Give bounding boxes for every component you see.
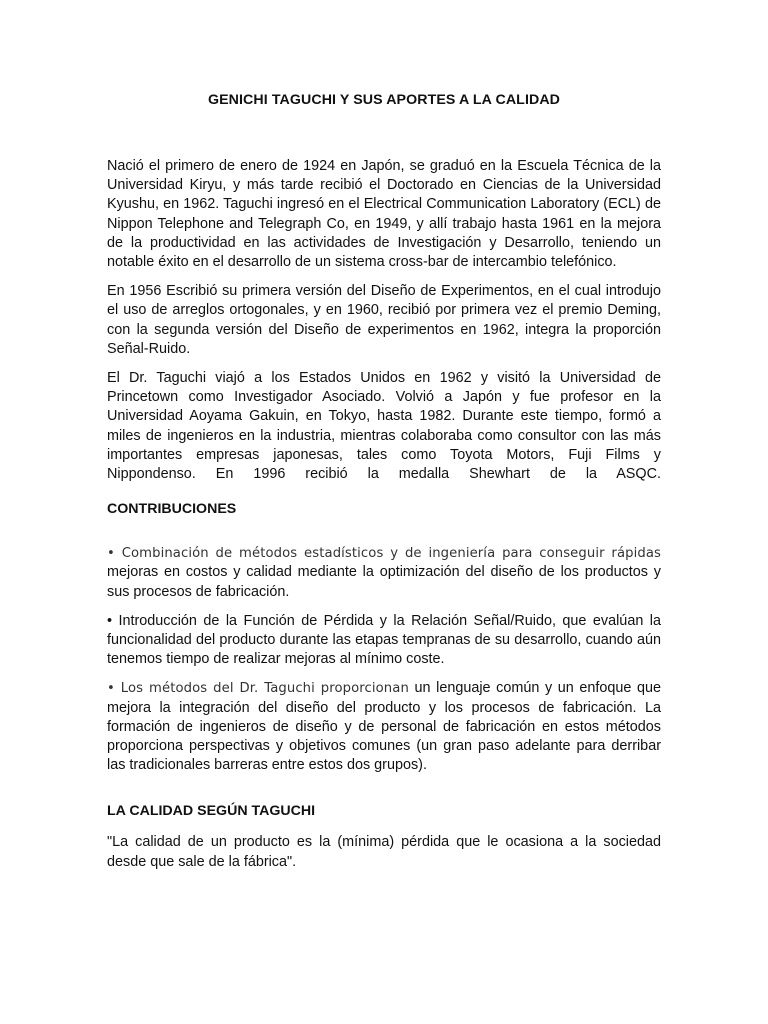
contribution-item-2	[107, 612, 661, 670]
biography-paragraph-1: Nació el primero de enero de 1924 en Japón, se graduó en la Escuela Técnica de la Universidad Kiryu, y más tarde recibió el Doctorado en Ciencias de la Universidad Kyushu, en 1962. Taguchi ingresó en el Electrical Communication Laboratory (ECL) de Nippon Telephone and Telegraph Co, en 1949, y allí trabajo hasta 1961 en la mejora de la productividad en las actividades de Investigación y Desarrollo, teniendo un notable éxito en el desarrollo de un sistema cross-bar de intercambio telefónico.	[107, 158, 661, 271]
document-title: GENICHI TAGUCHI Y SUS APORTES A LA CALIDAD	[207, 92, 561, 108]
contribution-item-1	[107, 544, 661, 602]
contribution-item-1-text: mejoras en costos y calidad mediante la optimización del diseño de los productos y sus procesos de fabricación.	[107, 564, 661, 600]
contribution-item-1-lead: • Combinación de métodos estadísticos y de ingeniería para conseguir rápidas	[107, 546, 661, 562]
biography-paragraph-3: El Dr. Taguchi viajó a los Estados Unidos en 1962 y visitó la Universidad de Princetown como Investigador Asociado. Volvió a Japón y fue profesor en la Universidad Aoyama Gakuin, en Tokyo, hasta 1982. Durante este tiempo, formó a miles de ingenieros en la industria, mientras colaboraba como consultor con las más importantes empresas japonesas, tales como Toyota Motors, Fuji Films y Nippondenso. En 1996 recibió la medalla Shewhart de la ASQC.	[107, 370, 661, 483]
contributions-heading: CONTRIBUCIONES	[107, 501, 237, 518]
document-body	[107, 89, 661, 882]
contribution-item-2-text: • Introducción de la Función de Pérdida y la Relación Señal/Ruido, que evalúan la funcionalidad del producto durante las etapas tempranas de su desarrollo, cuando aún tenemos tiempo de realizar mejoras al mínimo coste.	[107, 612, 661, 668]
contribution-item-3-lead: • Los métodos del Dr. Taguchi proporcionan	[107, 681, 409, 697]
biography-paragraph-2: En 1956 Escribió su primera versión del Diseño de Experimentos, en el cual introdujo el uso de arreglos ortogonales, y en 1960, recibió por primera vez el premio Deming, con la segunda versión del Diseño de experimentos en 1962, integra la proporción Señal-Ruido.	[107, 283, 661, 357]
quality-quote: "La calidad de un producto es la (mínima) pérdida que le ocasiona a la sociedad desde que sale de la fábrica".	[107, 834, 661, 870]
contribution-item-3-text: un lenguaje común y un enfoque que mejora la integración del diseño del producto y los procesos de fabricación. La formación de ingenieros de diseño y de personal de fabricación en estos métodos proporciona perspectivas y objetivos comunes (un gran paso adelante para derribar las tradicionales barreras entre estos dos grupos).	[107, 680, 661, 774]
contribution-item-3	[107, 679, 661, 775]
quality-heading: LA CALIDAD SEGÚN TAGUCHI	[107, 803, 316, 820]
